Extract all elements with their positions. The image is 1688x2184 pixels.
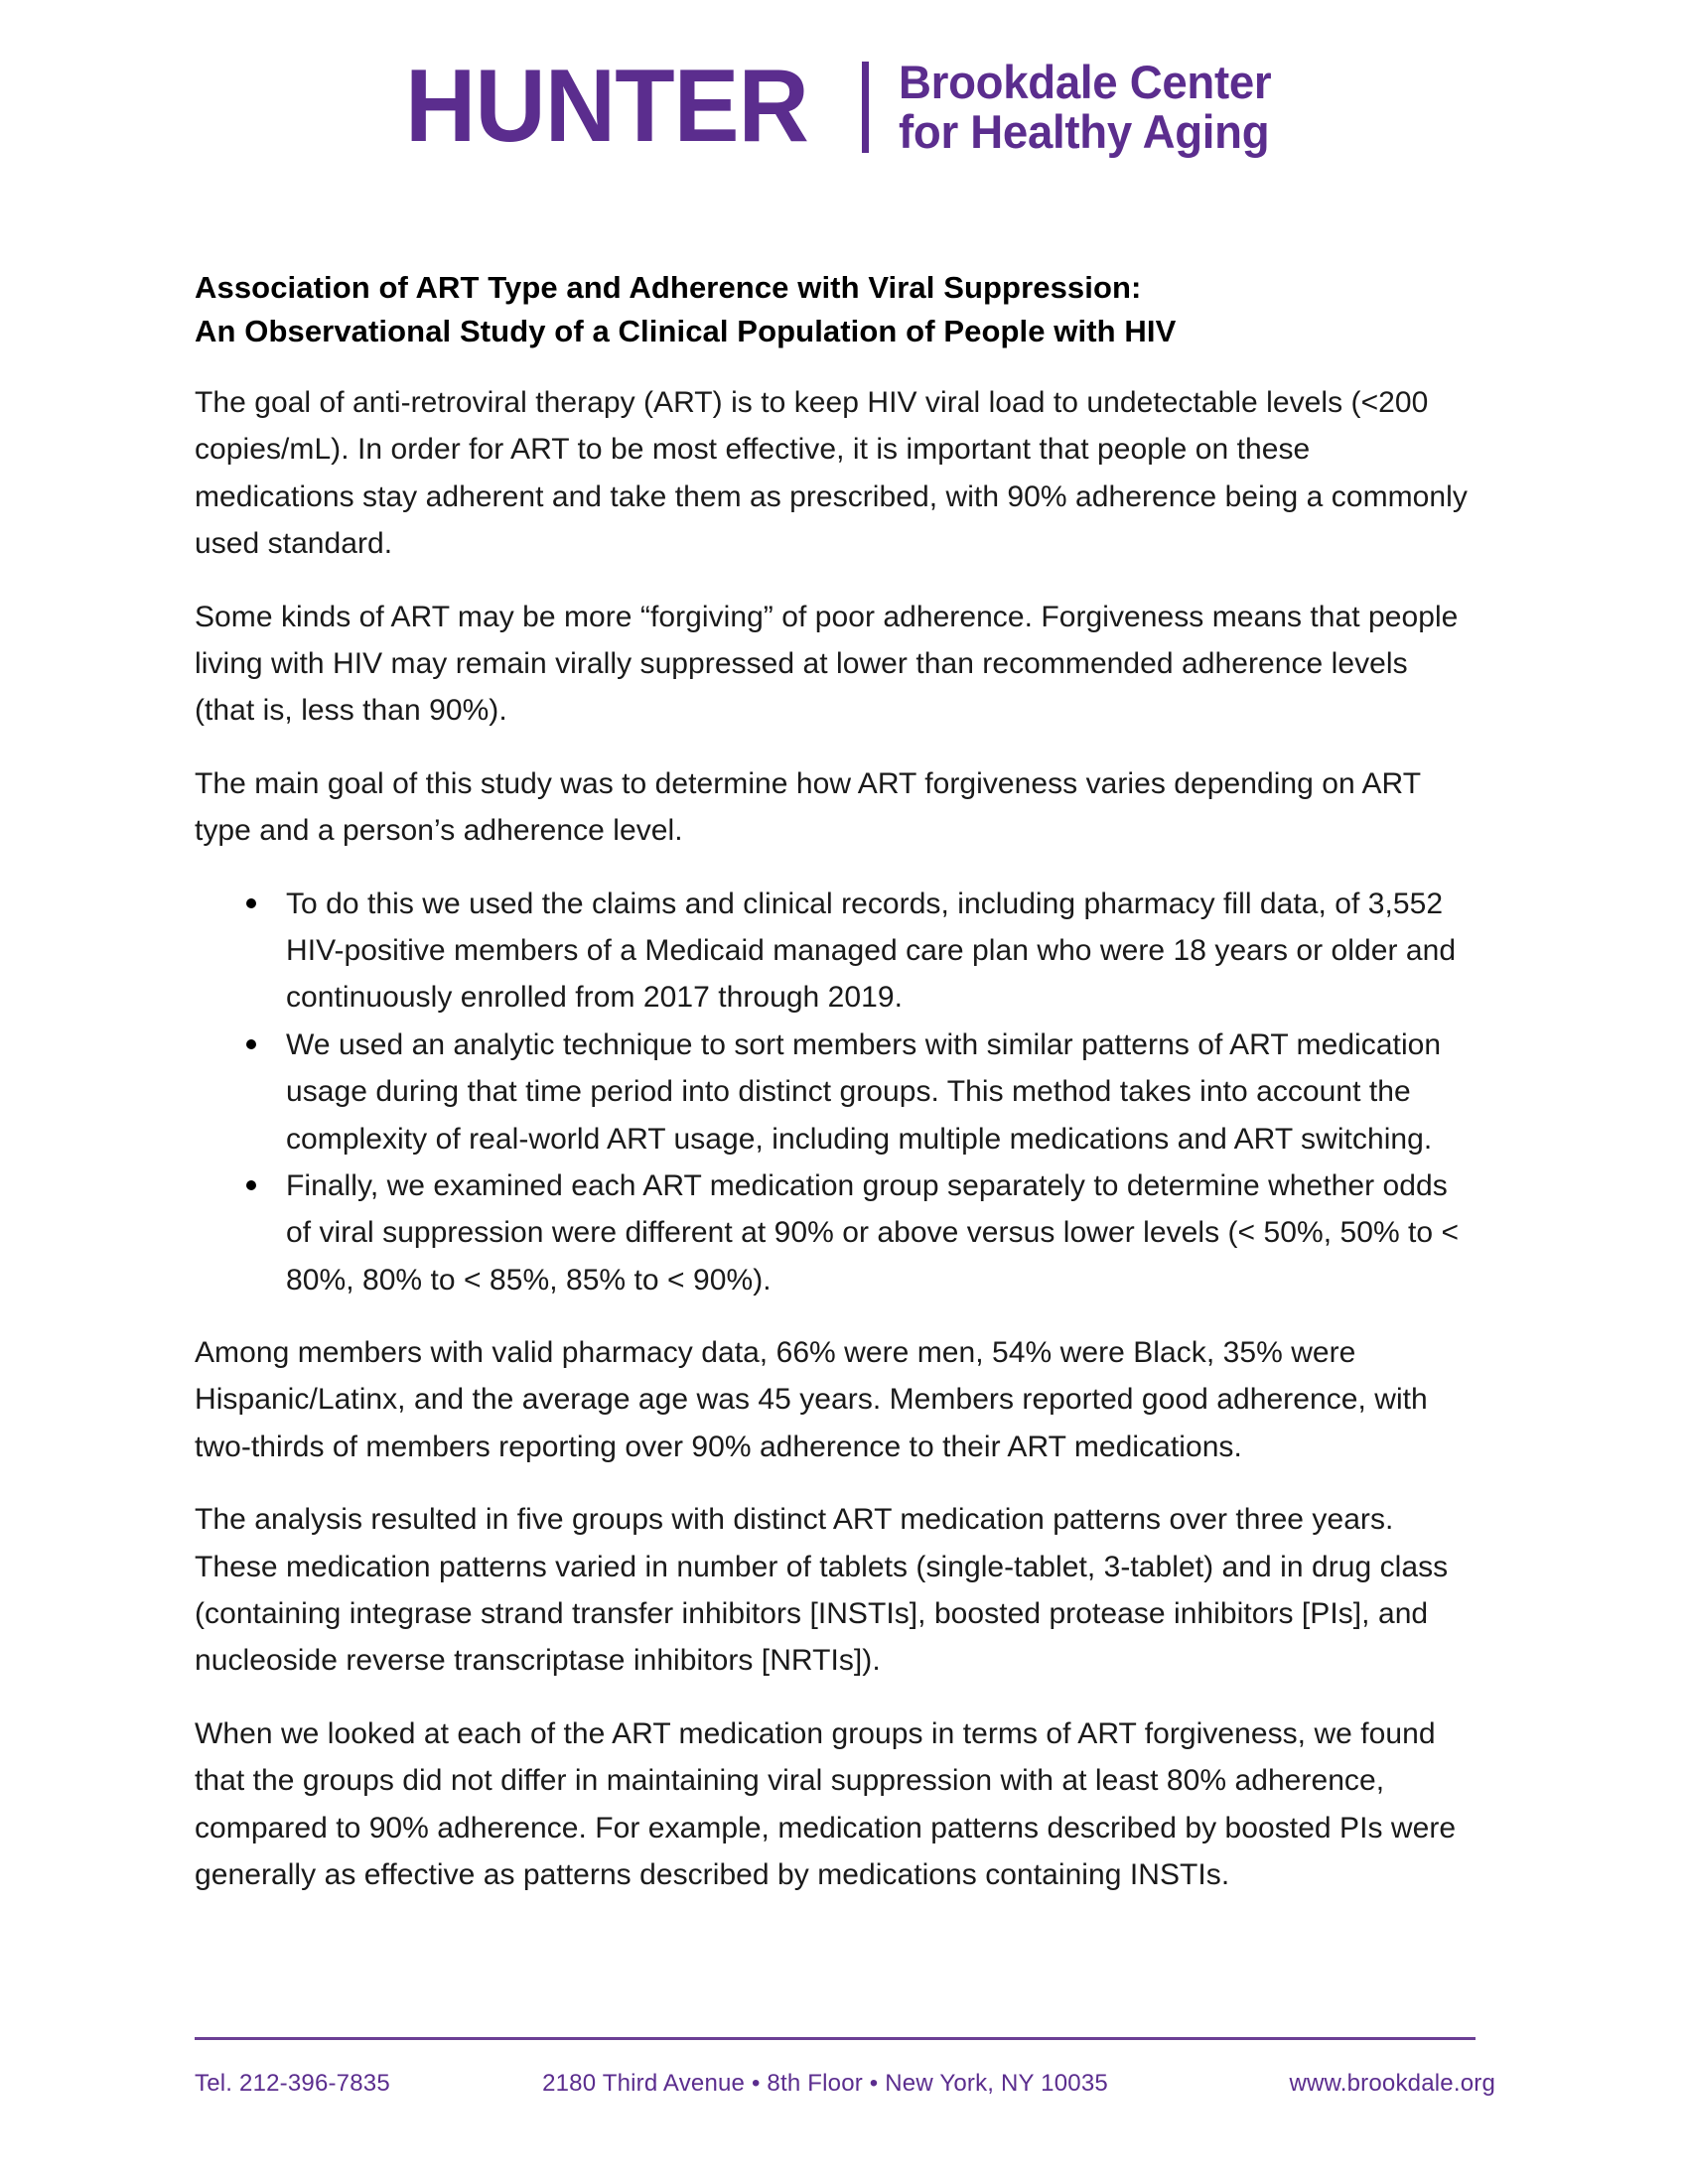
list-item-text: We used an analytic technique to sort members with similar patterns of ART medication usage during that time period into distinct groups. This method takes into account the complexity of real-world ART usage, including multiple medications and ART switching. <box>286 1027 1442 1156</box>
bullet-dot-icon <box>246 1039 256 1049</box>
methods-bullet-list <box>195 881 1476 1304</box>
list-item <box>195 1022 1476 1162</box>
paragraph-demographics: Among members with valid pharmacy data, 66% were men, 54% were Black, 35% were Hispanic/Latinx, and the average age was 45 years. Members reported good adherence, with two-thirds of members reporting over 90% adherence to their ART medications. <box>195 1336 1428 1463</box>
list-item-text: To do this we used the claims and clinical records, including pharmacy fill data, of 3,552 HIV-positive members of a Medicaid managed care plan who were 18 years or older and continuously enrolled from 2017 through 2019. <box>286 887 1457 1015</box>
footer-telephone: Tel. 212-396-7835 <box>195 2070 390 2097</box>
page-title-line2: An Observational Study of a Clinical Population of People with HIV <box>195 314 1177 349</box>
footer-address: 2180 Third Avenue • 8th Floor • New York, NY 10035 <box>542 2070 1108 2097</box>
page-footer <box>195 2070 1495 2098</box>
vertical-bar-icon <box>862 62 869 153</box>
footer-website-link[interactable]: www.brookdale.org <box>1289 2070 1495 2097</box>
list-item <box>195 881 1476 1022</box>
document-body <box>195 266 1476 1924</box>
center-name-line2: for Healthy Aging <box>898 104 1269 158</box>
paragraph-intro: The goal of anti-retroviral therapy (ART) is to keep HIV viral load to undetectable levels (<200 copies/mL). In order for ART to be most effective, it is important that people on these medications stay adherent and take them as prescribed, with 90% adherence being a commonly used standard. <box>195 386 1468 561</box>
hunter-wordmark: HUNTER <box>405 48 809 164</box>
list-item-text: Finally, we examined each ART medication group separately to determine whether odds of viral suppression were different at 90% or above versus lower levels (< 50%, 50% to < 80%, 80% to < 85%, 85% to < 90%). <box>286 1168 1460 1297</box>
page-title <box>195 266 1476 353</box>
footer-divider <box>195 2037 1476 2040</box>
paragraph-study-goal: The main goal of this study was to determine how ART forgiveness varies depending on ART type and a person’s adherence level. <box>195 766 1421 848</box>
logo-inner <box>405 48 1282 164</box>
page-title-line1: Association of ART Type and Adherence with Viral Suppression: <box>195 270 1142 305</box>
bullet-dot-icon <box>246 898 256 908</box>
bullet-dot-icon <box>246 1180 256 1190</box>
center-name <box>899 58 1271 157</box>
paragraph-findings: When we looked at each of the ART medication groups in terms of ART forgiveness, we found that the groups did not differ in maintaining viral suppression with at least 80% adherence, compared to 90% adherence. For example, medication patterns described by boosted PIs were generally as effective as patterns described by medications containing INSTIs. <box>195 1716 1457 1891</box>
center-name-line1: Brookdale Center <box>898 56 1272 108</box>
paragraph-groups: The analysis resulted in five groups with distinct ART medication patterns over three years. These medication patterns varied in number of tablets (single-tablet, 3-tablet) and in drug class (containing integrase strand transfer inhibitors [INSTIs], boosted protease inhibitors [PIs], and nucleoside reverse transcriptase inhibitors [NRTIs]). <box>195 1503 1449 1678</box>
brand-logo <box>0 48 1688 164</box>
list-item <box>195 1162 1476 1303</box>
paragraph-forgiveness: Some kinds of ART may be more “forgiving” of poor adherence. Forgiveness means that people living with HIV may remain virally suppressed at lower than recommended adherence levels (that is, less than 90%). <box>195 600 1459 728</box>
